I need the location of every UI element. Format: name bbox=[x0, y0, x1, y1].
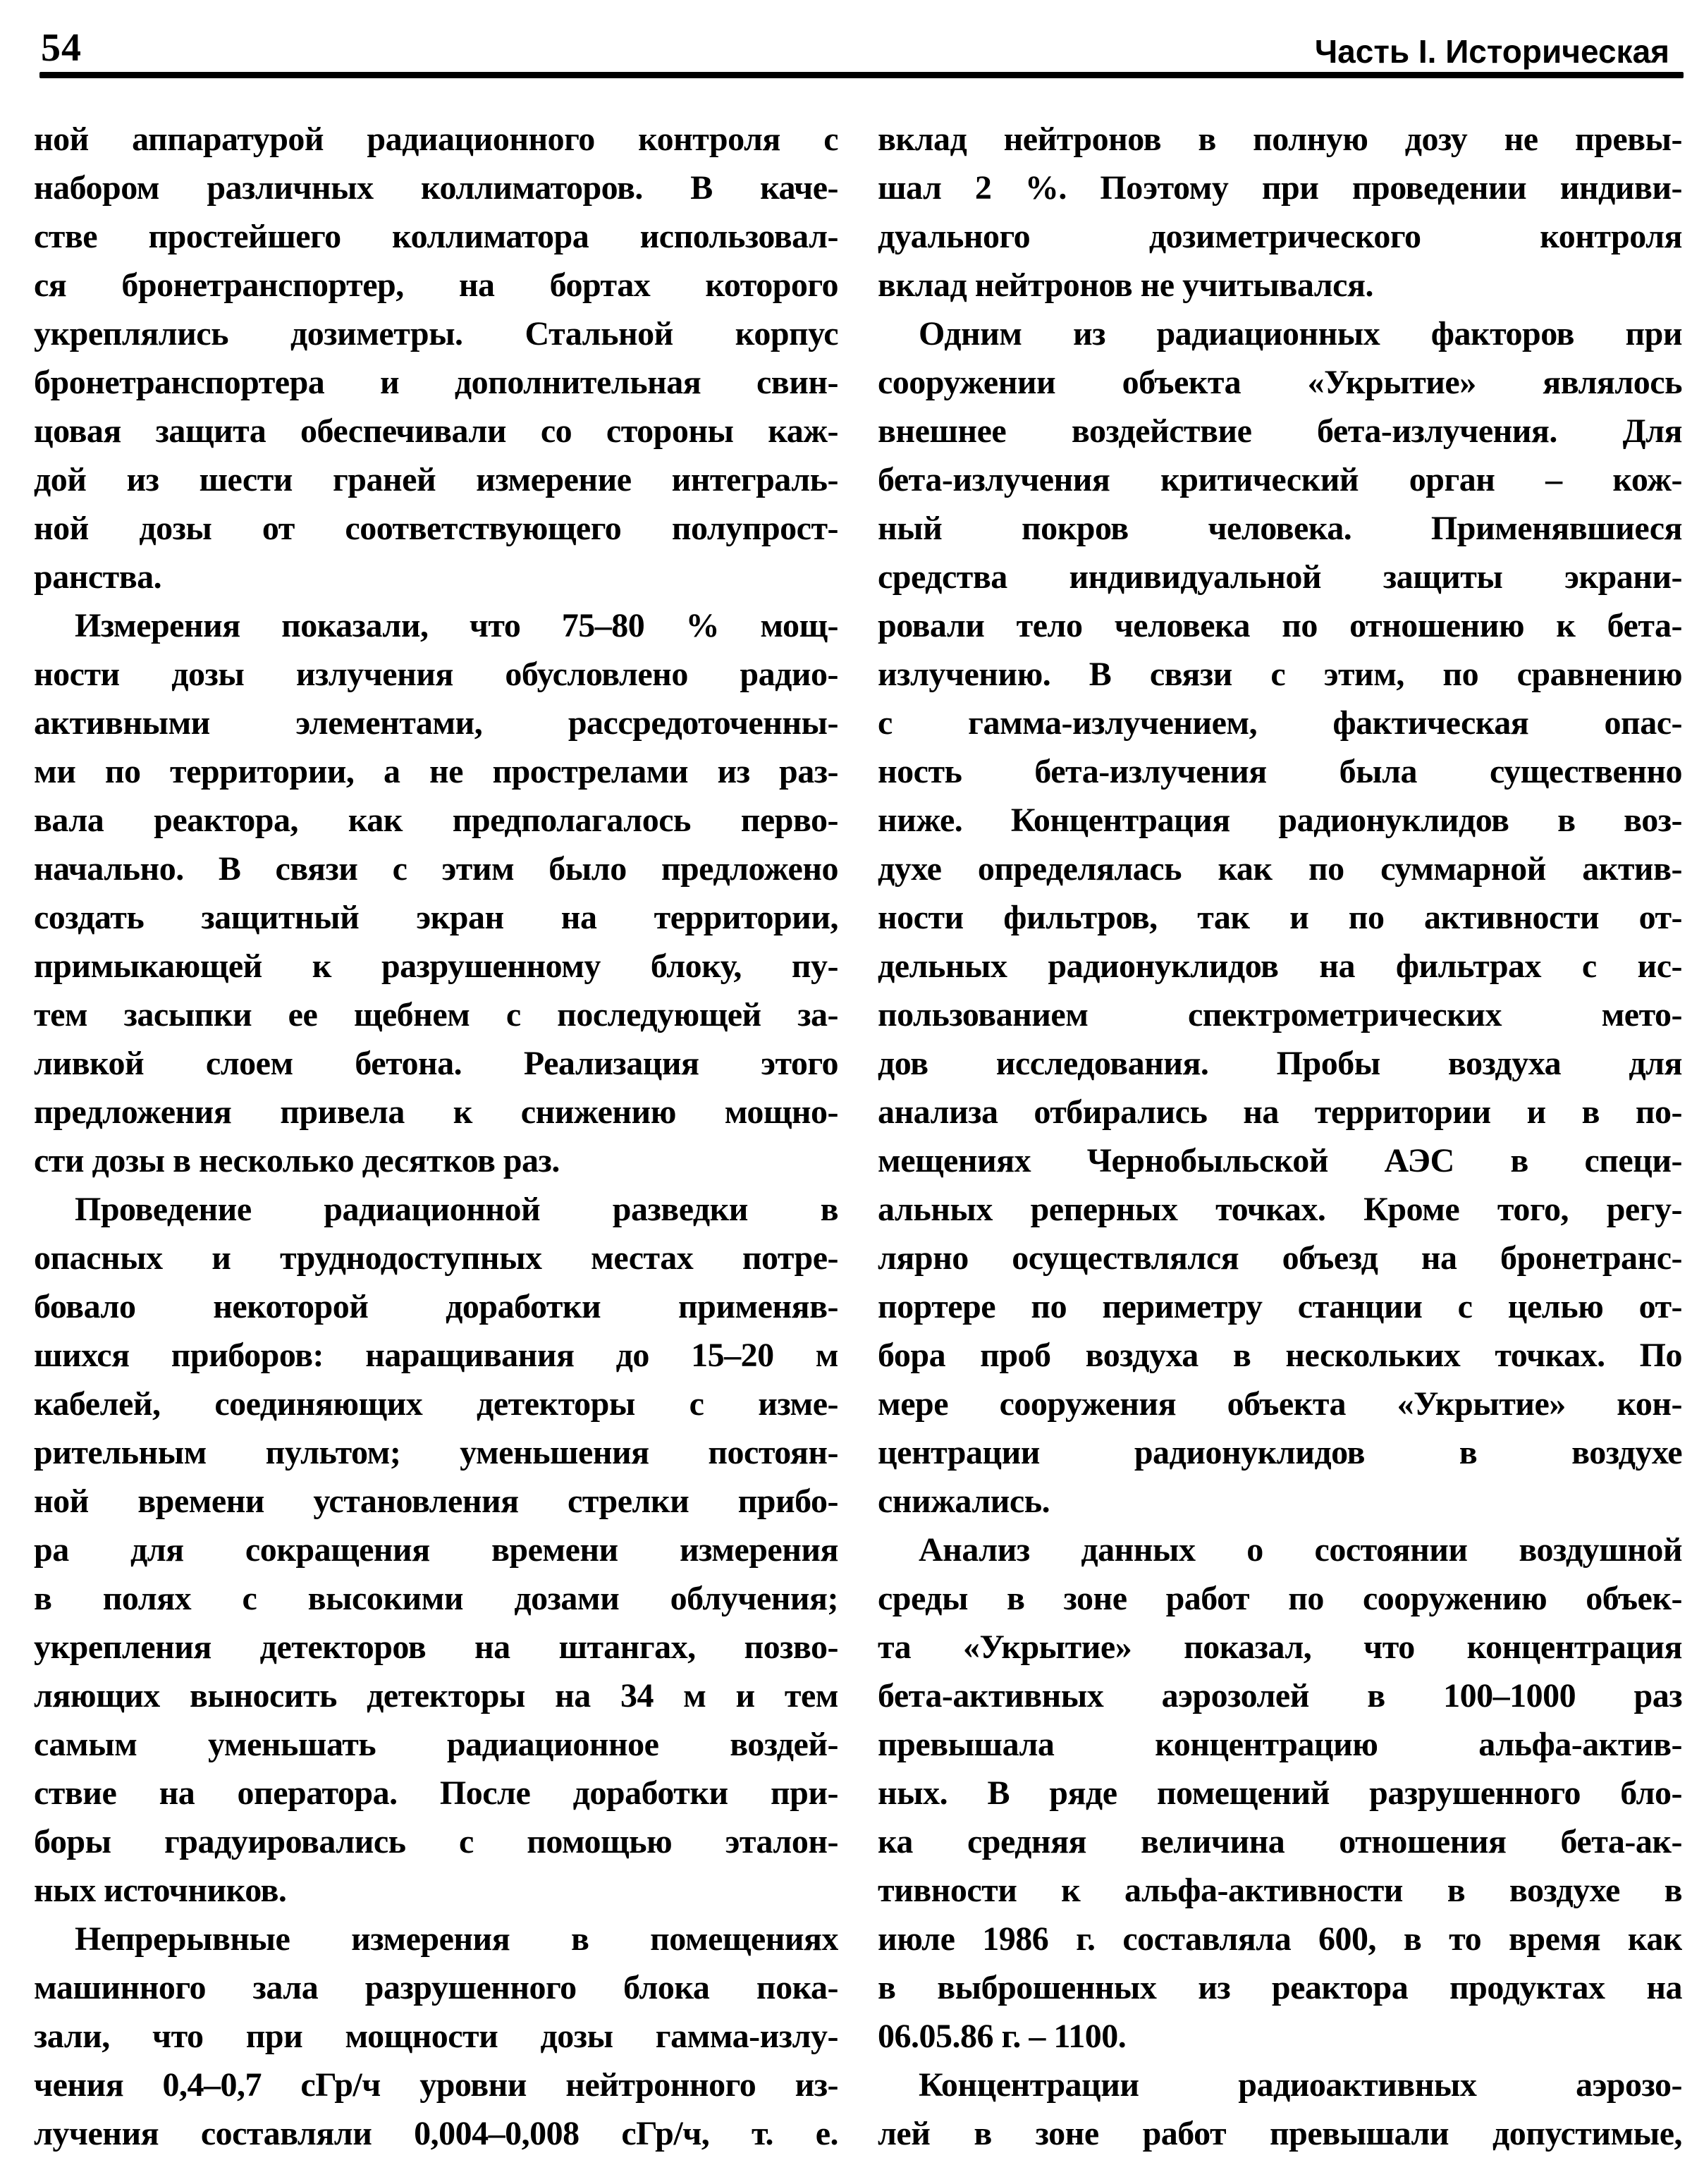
running-title: Часть I. Историческая bbox=[1314, 33, 1669, 70]
right-column bbox=[878, 115, 1682, 2158]
text-line: укреплялись дозиметры. Стальной корпус bbox=[34, 315, 838, 352]
text-line: ми по территории, а не прострелами из раз- bbox=[34, 753, 838, 790]
text-line: дуального дозиметрического контроля bbox=[878, 218, 1682, 255]
text-line: ной дозы от соответствующего полупрост- bbox=[34, 510, 838, 547]
text-line: стве простейшего коллиматора использовал- bbox=[34, 218, 838, 255]
text-line: боры градуировались с помощью эталон- bbox=[34, 1823, 838, 1860]
text-line: Проведение радиационной разведки в bbox=[75, 1191, 838, 1228]
text-line: ствие на оператора. После доработки при- bbox=[34, 1774, 838, 1812]
text-line: чения 0,4–0,7 сГр/ч уровни нейтронного из- bbox=[34, 2066, 838, 2104]
text-line: мере сооружения объекта «Укрытие» кон- bbox=[878, 1385, 1682, 1423]
text-line: ляющих выносить детекторы на 34 м и тем bbox=[34, 1677, 838, 1714]
text-line: тем засыпки ее щебнем с последующей за- bbox=[34, 996, 838, 1033]
text-line: 06.05.86 г. – 1100. bbox=[878, 2018, 1127, 2055]
text-line: пользованием спектрометрических мето- bbox=[878, 996, 1682, 1033]
text-line: июле 1986 г. составляла 600, в то время как bbox=[878, 1920, 1682, 1958]
text-body bbox=[34, 115, 1682, 2158]
paragraph bbox=[878, 1526, 1682, 2061]
text-line: бовало некоторой доработки применяв- bbox=[34, 1288, 838, 1325]
text-line: ной времени установления стрелки прибо- bbox=[34, 1483, 838, 1520]
text-line: внешнее воздействие бета-излучения. Для bbox=[878, 412, 1682, 450]
text-line: Одним из радиационных факторов при bbox=[919, 315, 1682, 352]
text-line: вклад нейтронов в полную дозу не превы- bbox=[878, 121, 1682, 158]
text-line: рительным пультом; уменьшения постоян- bbox=[34, 1434, 838, 1471]
text-line: укрепления детекторов на штангах, позво- bbox=[34, 1628, 838, 1666]
text-line: альных реперных точках. Кроме того, регу- bbox=[878, 1191, 1682, 1228]
text-line: ливкой слоем бетона. Реализация этого bbox=[34, 1045, 838, 1082]
page-header bbox=[41, 21, 1669, 68]
paragraph bbox=[878, 2061, 1682, 2158]
text-line: ных источников. bbox=[34, 1872, 287, 1909]
text-line: ности фильтров, так и по активности от- bbox=[878, 899, 1682, 936]
text-line: цовая защита обеспечивали со стороны каж- bbox=[34, 412, 838, 450]
text-line: набором различных коллиматоров. В каче- bbox=[34, 169, 838, 207]
text-line: лучения составляли 0,004–0,008 сГр/ч, т. е. bbox=[34, 2115, 838, 2152]
text-line: машинного зала разрушенного блока пока- bbox=[34, 1969, 838, 2006]
text-line: бета-активных аэрозолей в 100–1000 раз bbox=[878, 1677, 1682, 1714]
text-line: в полях с высокими дозами облучения; bbox=[34, 1580, 838, 1617]
left-column bbox=[34, 115, 838, 2158]
paragraph bbox=[878, 115, 1682, 309]
text-line: начально. В связи с этим было предложено bbox=[34, 850, 838, 888]
text-line: ности дозы излучения обусловлено радио- bbox=[34, 656, 838, 693]
text-line: ся бронетранспортер, на бортах которого bbox=[34, 266, 838, 304]
text-line: лярно осуществлялся объезд на бронетранс- bbox=[878, 1239, 1682, 1277]
text-line: ровали тело человека по отношению к бета- bbox=[878, 607, 1682, 644]
text-line: духе определялась как по суммарной актив- bbox=[878, 850, 1682, 888]
text-line: дой из шести граней измерение интеграль- bbox=[34, 461, 838, 498]
text-line: превышала концентрацию альфа-актив- bbox=[878, 1726, 1682, 1763]
text-line: бронетранспортера и дополнительная свин- bbox=[34, 364, 838, 401]
text-line: кабелей, соединяющих детекторы с изме- bbox=[34, 1385, 838, 1423]
text-line: ный покров человека. Применявшиеся bbox=[878, 510, 1682, 547]
text-line: Непрерывные измерения в помещениях bbox=[75, 1920, 838, 1958]
text-line: излучению. В связи с этим, по сравнению bbox=[878, 656, 1682, 693]
text-line: ниже. Концентрация радионуклидов в воз- bbox=[878, 802, 1682, 839]
text-line: Измерения показали, что 75–80 % мощ- bbox=[75, 607, 838, 644]
paragraph bbox=[34, 1915, 838, 2158]
text-line: сти дозы в несколько десятков раз. bbox=[34, 1142, 560, 1179]
paragraph bbox=[34, 601, 838, 1185]
text-line: Концентрации радиоактивных аэрозо- bbox=[919, 2066, 1682, 2104]
text-line: центрации радионуклидов в воздухе bbox=[878, 1434, 1682, 1471]
paragraph bbox=[878, 309, 1682, 1526]
text-line: бора проб воздуха в нескольких точках. По bbox=[878, 1337, 1682, 1374]
text-line: примыкающей к разрушенному блоку, пу- bbox=[34, 947, 838, 985]
text-line: средства индивидуальной защиты экрани- bbox=[878, 558, 1682, 596]
text-line: предложения привела к снижению мощно- bbox=[34, 1093, 838, 1131]
text-line: мещениях Чернобыльской АЭС в специ- bbox=[878, 1142, 1682, 1179]
text-line: ка средняя величина отношения бета-ак- bbox=[878, 1823, 1682, 1860]
text-line: среды в зоне работ по сооружению объек- bbox=[878, 1580, 1682, 1617]
text-line: ра для сокращения времени измерения bbox=[34, 1531, 838, 1569]
text-line: Анализ данных о состоянии воздушной bbox=[919, 1531, 1682, 1569]
header-rule bbox=[39, 72, 1684, 78]
text-line: ных. В ряде помещений разрушенного бло- bbox=[878, 1774, 1682, 1812]
text-line: самым уменьшать радиационное воздей- bbox=[34, 1726, 838, 1763]
text-line: вала реактора, как предполагалось перво- bbox=[34, 802, 838, 839]
text-line: зали, что при мощности дозы гамма-излу- bbox=[34, 2018, 838, 2055]
text-line: опасных и труднодоступных местах потре- bbox=[34, 1239, 838, 1277]
text-line: лей в зоне работ превышали допустимые, bbox=[878, 2115, 1682, 2152]
text-line: создать защитный экран на территории, bbox=[34, 899, 838, 936]
paragraph bbox=[34, 1185, 838, 1915]
text-line: с гамма-излучением, фактическая опас- bbox=[878, 704, 1682, 742]
text-line: анализа отбирались на территории и в по- bbox=[878, 1093, 1682, 1131]
text-line: дов исследования. Пробы воздуха для bbox=[878, 1045, 1682, 1082]
text-line: активными элементами, рассредоточенны- bbox=[34, 704, 838, 742]
text-line: вклад нейтронов не учитывался. bbox=[878, 266, 1373, 304]
text-line: ной аппаратурой радиационного контроля с bbox=[34, 121, 838, 158]
page-number: 54 bbox=[41, 26, 82, 70]
text-line: шихся приборов: наращивания до 15–20 м bbox=[34, 1337, 838, 1374]
text-line: портере по периметру станции с целью от- bbox=[878, 1288, 1682, 1325]
text-line: в выброшенных из реактора продуктах на bbox=[878, 1969, 1682, 2006]
text-line: тивности к альфа-активности в воздухе в bbox=[878, 1872, 1682, 1909]
text-line: бета-излучения критический орган – кож- bbox=[878, 461, 1682, 498]
text-line: сооружении объекта «Укрытие» являлось bbox=[878, 364, 1682, 401]
text-line: снижались. bbox=[878, 1483, 1050, 1520]
text-line: ранства. bbox=[34, 558, 162, 596]
text-line: шал 2 %. Поэтому при проведении индиви- bbox=[878, 169, 1682, 207]
text-line: дельных радионуклидов на фильтрах с ис- bbox=[878, 947, 1682, 985]
text-line: ность бета-излучения была существенно bbox=[878, 753, 1682, 790]
text-line: та «Укрытие» показал, что концентрация bbox=[878, 1628, 1682, 1666]
paragraph bbox=[34, 115, 838, 601]
